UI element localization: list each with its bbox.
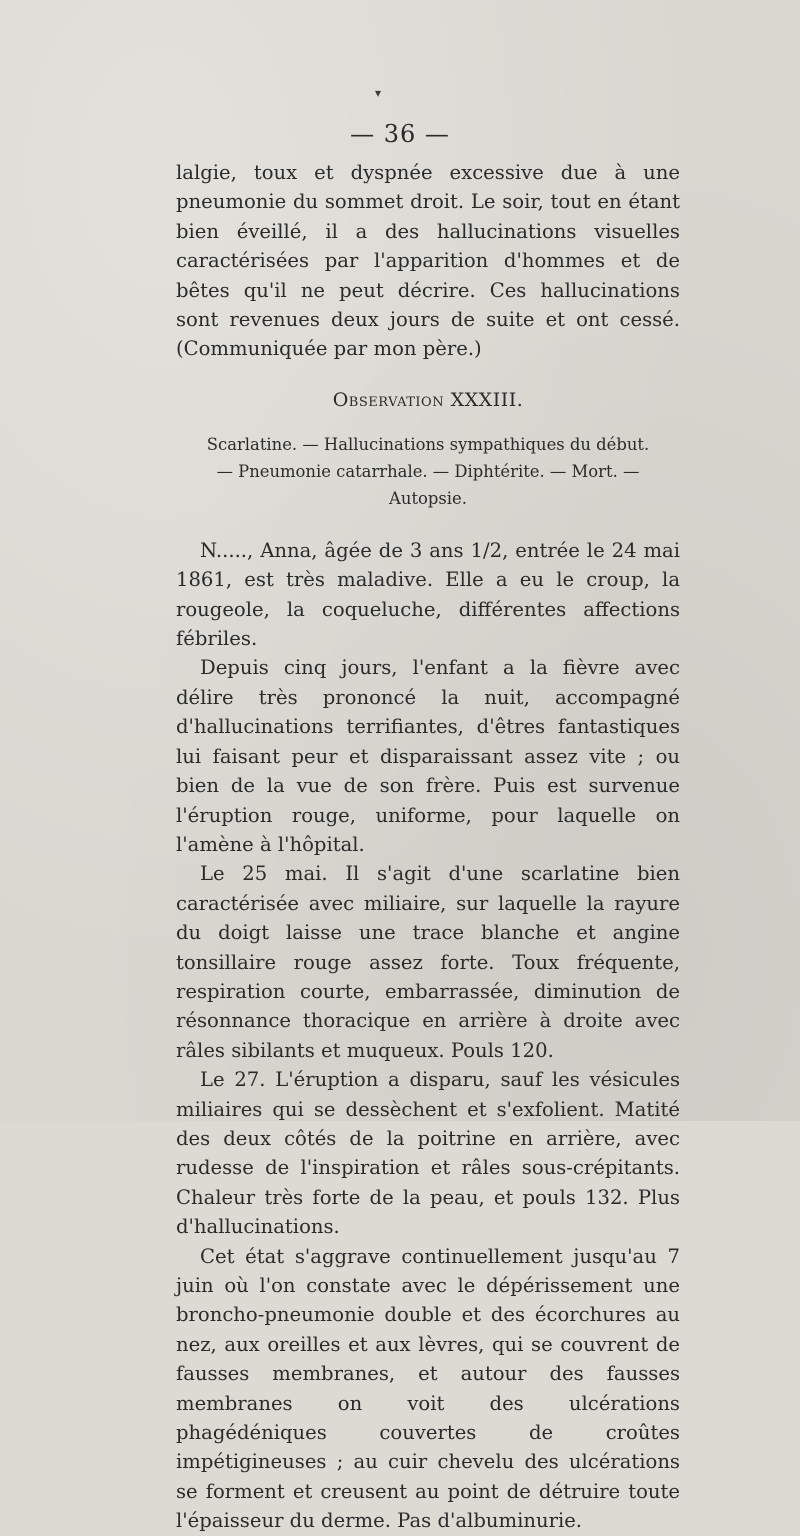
observation-heading-text: Observation XXXIII. — [332, 388, 524, 411]
printer-mark: ▾ — [375, 86, 382, 100]
observation-summary: Scarlatine. — Hallucinations sympathiques du début. — Pneumonie catarrhale. — Diphtérite. — Mort. — Autopsie. — [206, 434, 650, 508]
paragraph-may-25: Le 25 mai. Il s'agit d'une scarlatine bien caractérisée avec miliaire, sur laquelle la rayure du doigt laisse une trace blanche et angine tonsillaire rouge assez forte. Toux fréquente, respiration courte, embarrassée, diminution de résonnance thoracique en arrière à droite avec râles sibilants et muqueux. Pouls 120. — [176, 862, 680, 1062]
page-number: — 36 — — [350, 120, 450, 148]
paragraph-patient-intro: N....., Anna, âgée de 3 ans 1/2, entrée le 24 mai 1861, est très maladive. Elle a eu le croup, la rougeole, la coqueluche, différentes affections fébriles. — [176, 538, 680, 651]
paragraph-june-7: Cet état s'aggrave continuellement jusqu'au 7 juin où l'on constate avec le dépérissement une broncho-pneumonie double et des écorchures au nez, aux oreilles et aux lèvres, qui se couvrent de fausses membranes, et autour des fausses membranes on voit des ulcérations phagédéniques couvertes de croûtes impétigineuses ; au cuir chevelu des ulcérations se forment et creusent au point de détruire toute l'épaisseur du derme. Pas d'albuminurie. — [176, 1244, 680, 1533]
observation-heading — [176, 386, 680, 415]
paragraph-continuation: lalgie, toux et dyspnée excessive due à une pneumonie du sommet droit. Le soir, tout en étant bien éveillé, il a des hallucinations visuelles caractérisées par l'apparition d'hommes et de bêtes qu'il ne peut décrire. Ces hallucinations sont revenues deux jours de suite et ont cessé. (Communiquée par mon père.) — [176, 161, 680, 361]
paragraph-history: Depuis cinq jours, l'enfant a la fièvre avec délire très prononcé la nuit, accompagné d'hallucinations terrifiantes, d'êtres fantastiques lui faisant peur et disparaissant assez vite ; ou bien de la vue de son frère. Puis est survenue l'éruption rouge, uniforme, pour laquelle on l'amène à l'hôpital. — [176, 656, 680, 856]
text-body — [176, 158, 680, 1536]
paragraph-may-27: Le 27. L'éruption a disparu, sauf les vésicules miliaires qui se dessèchent et s'exfolient. Matité des deux côtés de la poitrine en arrière, avec rudesse de l'inspiration et râles sous-crépitants. Chaleur très forte de la peau, et pouls 132. Plus d'hallucinations. — [176, 1068, 680, 1239]
